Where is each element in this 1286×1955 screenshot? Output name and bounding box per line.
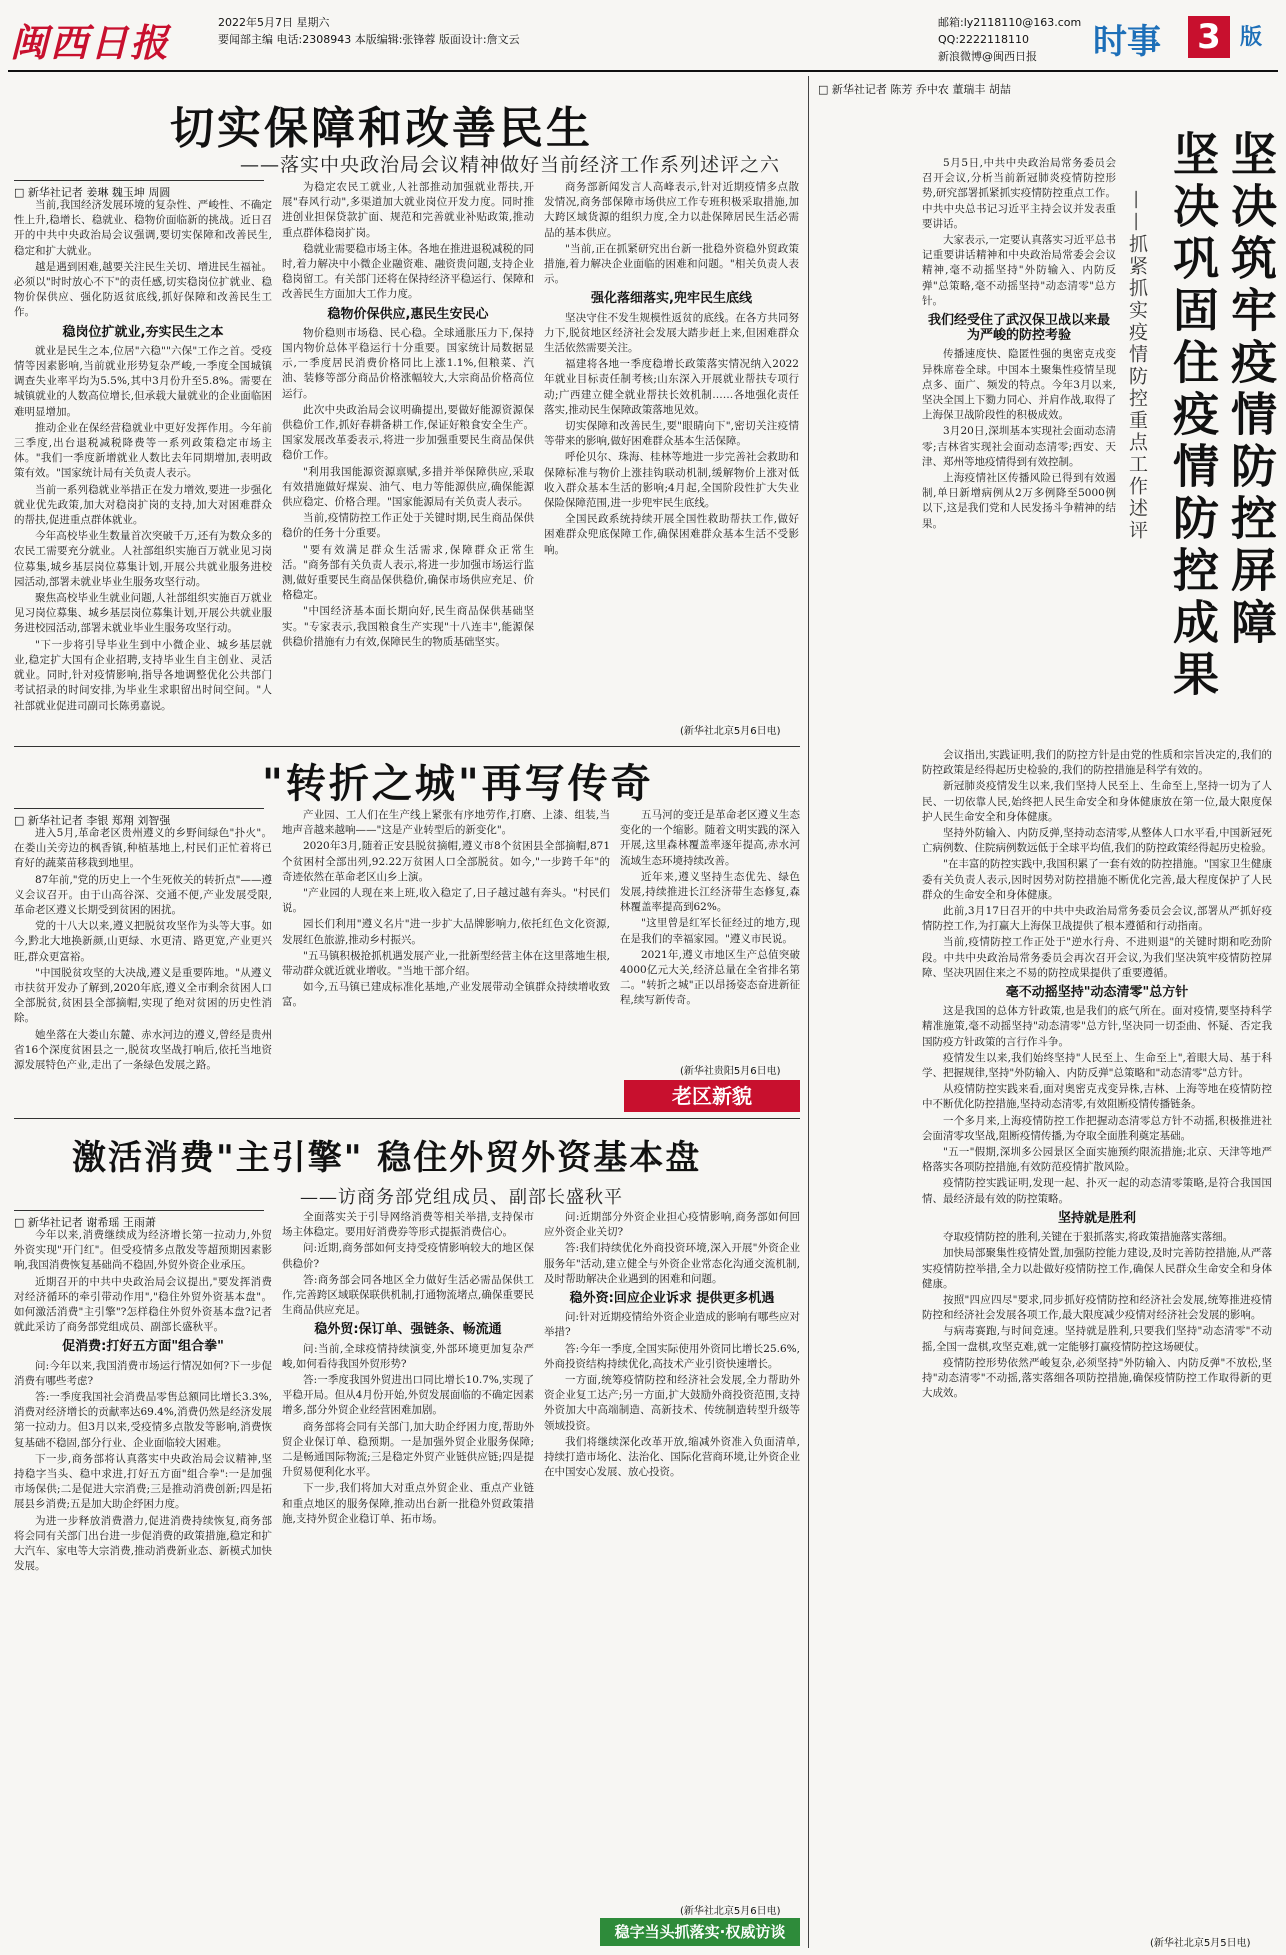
paragraph: 呼伦贝尔、珠海、桂林等地进一步完善社会救助和保障标准与物价上涨挂钩联动机制,缓解物价上涨对低收入群众基本生活的影响;4月起,全国阶段性扩大失业保险保障范围,进一步兜牢民生底线。 bbox=[544, 451, 799, 510]
paragraph: 此前,3月17日召开的中共中央政治局常务委员会会议,部署从严抓好疫情防控工作,为打赢大上海保卫战提供了根本遵循和行动指南。 bbox=[922, 905, 1272, 933]
contact-qq: QQ:2222118110 bbox=[938, 33, 1030, 46]
masthead bbox=[8, 8, 1278, 72]
page-unit: 版 bbox=[1240, 25, 1263, 50]
paragraph: 答:商务部会同各地区全力做好生活必需品保供工作,完善跨区域联保联供机制,打通物流堵点,确保重要民生商品供应充足。 bbox=[282, 1273, 534, 1317]
paragraph: 答:今年一季度,全国实际使用外资同比增长25.6%,外商投资结构持续优化,高技术产业引资快速增长。 bbox=[544, 1342, 800, 1370]
paragraph: 近年来,遵义坚持生态优先、绿色发展,持续推进长江经济带生态修复,森林覆盖率提高到62%。 bbox=[620, 870, 800, 914]
paragraph: 87年前,"党的历史上一个生死攸关的转折点"——遵义会议召开。由于山高谷深、交通不便,产业发展受限,革命老区遵义长期受到贫困的困扰。 bbox=[14, 873, 272, 917]
paragraph: 越是遇到困难,越要关注民生关切、增进民生福祉。必须以"时时放心不下"的责任感,切实稳岗位扩就业、稳物价保供应、强化防返贫底线,抓好保障和改善民生工作。 bbox=[14, 260, 272, 319]
divider bbox=[14, 1118, 800, 1119]
article4-title-line2: 坚决巩固住疫情防控成果 bbox=[1166, 130, 1220, 702]
paragraph: 为稳定农民工就业,人社部推动加强就业帮扶,开展"春风行动",多渠道加大就业岗位开发力度。同时推进创业担保贷款扩面、规范和完善就业补贴政策,推动重点群体稳岗扩岗。 bbox=[282, 181, 534, 239]
contact-weibo: 新浪微博@闽西日报 bbox=[938, 50, 1037, 63]
paragraph: 当前一系列稳就业举措正在发力增效,要进一步强化就业优先政策,加大对稳岗扩岗的支持,加大对困难群众的帮扶,促进重点群体就业。 bbox=[14, 483, 272, 527]
paragraph: 就业是民生之本,位居"六稳""六保"工作之首。受疫情等因素影响,当前就业形势复杂严峻,一季度全国城镇调查失业率平均为5.5%,其中3月份升至5.8%。需要在城镇就业的人数高位增长,但承载大量就业的企业面临困难明显增加。 bbox=[14, 344, 272, 418]
article1-byline: □ 新华社记者 姜琳 魏玉坤 周圆 bbox=[14, 180, 264, 200]
paragraph: 切实保障和改善民生,要"眼睛向下",密切关注疫情等带来的影响,做好困难群众基本生活保障。 bbox=[544, 420, 799, 448]
article1-subheading-2: 稳物价保供应,惠民生安民心 bbox=[327, 306, 489, 322]
paragraph: "当前,正在抓紧研究出台新一批稳外资稳外贸政策措施,着力解决企业面临的困难和问题。"相关负责人表示。 bbox=[544, 242, 799, 286]
article2-credit: (新华社贵阳5月6日电) bbox=[680, 1066, 781, 1077]
paragraph: 商务部将会同有关部门,加大助企纾困力度,帮助外贸企业保订单、稳预期。一是加强外贸企业服务保障;二是畅通国际物流;三是稳定外贸产业链供应链;四是提升贸易便利化水平。 bbox=[282, 1420, 534, 1479]
paragraph: "中国脱贫攻坚的大决战,遵义是重要阵地。"从遵义市扶贫开发办了解到,2020年底,遵义全市剩余贫困人口全部脱贫,贫困县全部摘帽,实现了绝对贫困的历史性消除。 bbox=[14, 966, 272, 1025]
article2-byline: □ 新华社记者 李银 郑翔 刘智强 bbox=[14, 808, 264, 828]
article3-column-3 bbox=[544, 1210, 800, 1900]
paragraph: 党的十八大以来,遵义把脱贫攻坚作为头等大事。如今,黔北大地换新颜,山更绿、水更清、路更宽,产业更兴旺,群众更富裕。 bbox=[14, 920, 272, 963]
paragraph: 坚决守住不发生规模性返贫的底线。在各方共同努力下,脱贫地区经济社会发展大踏步赶上来,但困难群众生活依然需要关注。 bbox=[544, 311, 799, 355]
paragraph: 此次中央政治局会议明确提出,要做好能源资源保供稳价工作,抓好春耕备耕工作,保证好粮食安全生产。国家发展改革委表示,将进一步加强重要民生商品保供稳价工作。 bbox=[282, 403, 534, 462]
paragraph: 疫情防控形势依然严峻复杂,必须坚持"外防输入、内防反弹"不放松,坚持"动态清零"不动摇,落实落细各项防控措施,确保疫情防控工作取得新的更大成效。 bbox=[922, 1356, 1272, 1400]
article1-title: 切实保障和改善民生 bbox=[170, 103, 593, 154]
paragraph: 传播速度快、隐匿性强的奥密克戎变异株席卷全球。中国本土聚集性疫情呈现点多、面广、频发的特点。今年3月以来,坚决全国上下勠力同心、并肩作战,取得了上海保卫战阶段性的积极成效。 bbox=[922, 348, 1116, 422]
article2-title: "转折之城"再写传奇 bbox=[262, 761, 654, 807]
article4-column-wide bbox=[922, 748, 1272, 1898]
article4-subheading-3: 坚持就是胜利 bbox=[1057, 1210, 1136, 1226]
article1-subheading-1: 稳岗位扩就业,夯实民生之本 bbox=[62, 324, 224, 340]
article2-column-3 bbox=[620, 808, 800, 1060]
paragraph: 与病毒赛跑,与时间竞速。坚持就是胜利,只要我们坚持"动态清零"不动摇,全国一盘棋,攻坚克难,就一定能够打赢疫情防控这场硬仗。 bbox=[922, 1325, 1272, 1353]
article4-subtitle: ——抓紧抓实疫情防控重点工作述评 bbox=[1126, 190, 1148, 542]
paragraph: 问:当前,全球疫情持续演变,外部环境更加复杂严峻,如何看待我国外贸形势? bbox=[282, 1342, 534, 1370]
paragraph: 问:近期部分外资企业担心疫情影响,商务部如何回应外资企业关切? bbox=[544, 1211, 800, 1239]
paragraph: 全国民政系统持续开展全国性救助帮扶工作,做好困难群众兜底保障工作,确保困难群众基本生活不受影响。 bbox=[544, 513, 799, 556]
article4-subheading-1: 我们经受住了武汉保卫战以来最为严峻的防控考验 bbox=[927, 313, 1110, 344]
paragraph: 近期召开的中共中央政治局会议提出,"要发挥消费对经济循环的牵引带动作用","稳住外贸外资基本盘"。如何激活消费"主引擎"?怎样稳住外贸外资基本盘?记者就此采访了商务部党组成员、副部长盛秋平。 bbox=[14, 1275, 272, 1334]
article3-subtitle: ——访商务部党组成员、副部长盛秋平 bbox=[300, 1187, 623, 1208]
paragraph: 5月5日,中共中央政治局常务委员会召开会议,分析当前新冠肺炎疫情防控形势,研究部署抓紧抓实疫情防控重点工作。中共中央总书记习近平主持会议并发表重要讲话。 bbox=[922, 157, 1116, 230]
paragraph: 我们将继续深化改革开放,缩减外资准入负面清单,持续打造市场化、法治化、国际化营商环境,让外资企业在中国安心发展、放心投资。 bbox=[544, 1435, 800, 1479]
paragraph: "利用我国能源资源禀赋,多措并举保障供应,采取有效措施做好煤炭、油气、电力等能源供应,确保能源供应稳定、价格合理。"国家能源局有关负责人表示。 bbox=[282, 465, 534, 509]
paragraph: 夺取疫情防控的胜利,关键在于狠抓落实,将政策措施落实落细。 bbox=[943, 1231, 1234, 1244]
paragraph: 当前,疫情防控工作正处于关键时期,民生商品保供稳价的任务十分重要。 bbox=[282, 512, 534, 540]
section-name: 时事 bbox=[1093, 22, 1161, 62]
paragraph: 推动企业在保经营稳就业中更好发挥作用。今年前三季度,出台退税减税降费等一系列政策稳定市场主体。"我们一季度新增就业人数比去年同期增加,表明政策有效。"国家统计局有关负责人表示。 bbox=[14, 421, 272, 480]
article3-subheading-2: 稳外贸:保订单、强链条、畅流通 bbox=[314, 1322, 502, 1338]
page-number-badge: 3 bbox=[1188, 16, 1230, 58]
paragraph: 园长们利用"遵义名片"进一步扩大品牌影响力,依托红色文化资源,发展红色旅游,推动乡村振兴。 bbox=[282, 918, 610, 946]
paragraph: "在丰富的防控实践中,我国积累了一套有效的防控措施。"国家卫生健康委有关负责人表示,因时因势对防控措施不断优化完善,最大程度保护了人民群众的生命安全和身体健康。 bbox=[922, 858, 1272, 901]
paragraph: 坚持外防输入、内防反弹,坚持动态清零,从整体人口水平看,中国新冠死亡病例数、住院病例数远低于全球平均值,我们的防控政策经得起历史检验。 bbox=[922, 827, 1272, 855]
paragraph: "五一"假期,深圳多公园景区全面实施预约限流措施;北京、天津等地严格落实各项防控措施,有效防范疫情扩散风险。 bbox=[922, 1146, 1272, 1174]
article3-subheading-1: 促消费:打好五方面"组合拳" bbox=[62, 1339, 224, 1355]
article1-column-1 bbox=[14, 198, 272, 740]
paragraph: 答:一季度我国外贸进出口同比增长10.7%,实现了平稳开局。但从4月份开始,外贸发展面临的不确定因素增多,部分外贸企业经营困难加剧。 bbox=[282, 1374, 534, 1417]
paragraph: 新冠肺炎疫情发生以来,我们坚持人民至上、生命至上,坚持一切为了人民、一切依靠人民,始终把人民生命安全和身体健康放在第一位,最大限度保护人民生命安全和身体健康。 bbox=[922, 780, 1272, 823]
paragraph: 产业园、工人们在生产线上紧张有序地劳作,打磨、上漆、组装,当地声音越来越响——"这是产业转型后的新变化"。 bbox=[282, 809, 610, 837]
paragraph: 下一步,我们将加大对重点外贸企业、重点产业链和重点地区的服务保障,推动出台新一批稳外贸政策措施,支持外贸企业稳订单、拓市场。 bbox=[282, 1482, 534, 1525]
paragraph: 一个多月来,上海疫情防控工作把握动态清零总方针不动摇,积极推进社会面清零攻坚战,阻断疫情传播,为夺取全面胜利奠定基础。 bbox=[922, 1114, 1272, 1142]
column-divider bbox=[808, 76, 809, 1948]
paragraph: 上海疫情社区传播风险已得到有效遏制,单日新增病例从2万多例降至5000例以下,这是我们党和人民发扬斗争精神的结果。 bbox=[922, 472, 1116, 530]
paragraph: 福建将各地一季度稳增长政策落实情况纳入2022年就业目标责任制考核;山东深入开展就业帮扶专项行动;广西建立健全就业帮扶长效机制……各地强化责任落实,推动民生保障政策落地见效。 bbox=[544, 358, 799, 416]
article3-column-2 bbox=[282, 1210, 534, 1940]
paragraph: 从疫情防控实践来看,面对奥密克戎变异株,吉林、上海等地在疫情防控中不断优化防控措施,坚持动态清零,有效阻断疫情传播链条。 bbox=[922, 1083, 1272, 1111]
article1-subheading-3: 强化落细落实,兜牢民生底线 bbox=[591, 291, 752, 307]
article4-column-1 bbox=[922, 156, 1116, 742]
masthead-info bbox=[218, 14, 520, 48]
paragraph: 问:近期,商务部如何支持受疫情影响较大的地区保供稳价? bbox=[282, 1242, 534, 1270]
paragraph: 加快局部聚集性疫情处置,加强防控能力建设,及时完善防控措施,从严落实疫情防控举措,全力以赴做好疫情防控工作,确保人民群众生命安全和身体健康。 bbox=[922, 1247, 1272, 1290]
laoqu-xinmao-banner: 老区新貌 bbox=[624, 1080, 800, 1112]
paragraph: 3月20日,深圳基本实现社会面动态清零;吉林省实现社会面动态清零;西安、天津、郑州等地疫情得到有效控制。 bbox=[922, 425, 1116, 468]
paragraph: 大家表示,一定要认真落实习近平总书记重要讲话精神和中央政治局常委会会议精神,毫不动摇坚持"外防输入、内防反弹"总策略,毫不动摇坚持"动态清零"总方针。 bbox=[922, 234, 1116, 307]
paragraph: 下一步,商务部将认真落实中央政治局会议精神,坚持稳字当头、稳中求进,打好五方面"组合拳":一是加强市场保供;二是促进大宗消费;三是推动消费创新;四是拓展县乡消费;五是加大助企纾困力度。 bbox=[14, 1452, 272, 1511]
paragraph: 如今,五马镇已建成标准化基地,产业发展带动全镇群众持续增收致富。 bbox=[282, 981, 610, 1009]
paragraph: 商务部新闻发言人高峰表示,针对近期疫情多点散发情况,商务部保障市场供应工作专班积极采取措施,加大跨区域货源的组织力度,全力以赴保障居民生活必需品的基本供应。 bbox=[544, 181, 799, 239]
paragraph: 稳就业需要稳市场主体。各地在推进退税减税的同时,着力解决中小微企业融资难、融资贵问题,支持企业稳岗留工。有关部门还将在保持经济平稳运行、保障和改善民生方面加大工作力度。 bbox=[282, 242, 534, 301]
paragraph: "要有效满足群众生活需求,保障群众正常生活。"商务部有关负责人表示,将进一步加强市场运行监测,做好重要民生商品保供稳价,确保市场供应充足、价格稳定。 bbox=[282, 543, 534, 602]
article3-title: 激活消费"主引擎" 稳住外贸外资基本盘 bbox=[72, 1138, 702, 1178]
article1-subtitle: ——落实中央政治局会议精神做好当前经济工作系列述评之六 bbox=[240, 154, 781, 176]
paragraph: "下一步将引导毕业生到中小微企业、城乡基层就业,稳定扩大国有企业招聘,支持毕业生自主创业、灵活就业。同时,针对疫情影响,指导各地调整优化公共部门考试招录的时间安排,为毕业生求职留出时间空间。"人社部就业促进司副司长陈勇嘉说。 bbox=[14, 638, 272, 712]
article1-column-3 bbox=[544, 180, 799, 720]
paragraph: 为进一步释放消费潜力,促进消费持续恢复,商务部将会同有关部门出台进一步促消费的政策措施,稳定和扩大汽车、家电等大宗消费,推动消费新业态、新模式加快发展。 bbox=[14, 1514, 272, 1573]
paragraph: 答:一季度我国社会消费品零售总额同比增长3.3%,消费对经济增长的贡献率达69.4%,消费仍然是经济发展第一拉动力。但3月以来,受疫情多点散发等影响,消费恢复基础不稳固,部分行业、企业面临较大困难。 bbox=[14, 1391, 272, 1449]
paragraph: 疫情发生以来,我们始终坚持"人民至上、生命至上",着眼大局、基于科学、把握规律,坚持"外防输入、内防反弹"总策略和"动态清零"总方针。 bbox=[922, 1051, 1272, 1080]
paragraph: 全面落实关于引导网络消费等相关举措,支持保市场主体稳定。要用好消费券等形式提振消费信心。 bbox=[282, 1211, 534, 1239]
paragraph: 疫情防控实践证明,发现一起、扑灭一起的动态清零策略,是符合我国国情、最经济最有效的防控策略。 bbox=[922, 1177, 1272, 1205]
article3-byline: □ 新华社记者 谢希瑶 王雨萧 bbox=[14, 1210, 264, 1230]
article2-column-2 bbox=[282, 808, 610, 1108]
article4-title-line1: 坚决筑牢疫情防控屏障 bbox=[1224, 130, 1278, 650]
paragraph: 进入5月,革命老区贵州遵义的乡野间绿色"扑火"。在娄山关旁边的枫香镇,种植基地上,村民们正忙着将已育好的蔬菜苗移栽到地里。 bbox=[14, 827, 272, 870]
article2-column-1 bbox=[14, 826, 272, 1108]
article4-subheading-2: 毫不动摇坚持"动态清零"总方针 bbox=[1005, 985, 1189, 1001]
editorial-line: 要闻部主编 电话:2308943 本版编辑:张锋蓉 版面设计:詹文云 bbox=[218, 33, 520, 46]
article1-credit: (新华社北京5月6日电) bbox=[680, 726, 781, 737]
article3-credit: (新华社北京5月6日电) bbox=[680, 1906, 781, 1917]
article4-credit: (新华社北京5月5日电) bbox=[1150, 1938, 1251, 1949]
wenzi-dangtou-banner: 稳字当头抓落实·权威访谈 bbox=[600, 1918, 800, 1946]
paragraph: 当前,我国经济发展环境的复杂性、严峻性、不确定性上升,稳增长、稳就业、稳物价面临新的挑战。近日召开的中共中央政治局会议强调,要切实保障和改善民生,稳定和扩大就业。 bbox=[14, 199, 272, 257]
paragraph: "这里曾是红军长征经过的地方,现在是我们的幸福家园。"遵义市民说。 bbox=[620, 917, 800, 945]
newspaper-logo: 闽西日报 bbox=[10, 20, 171, 65]
paragraph: 物价稳则市场稳、民心稳。全球通胀压力下,保持国内物价总体平稳运行十分重要。国家统计局数据显示,一季度居民消费价格同比上涨1.1%,但粮菜、汽油、装修等部分商品价格涨幅较大,大宗商品价格高位运行。 bbox=[282, 326, 534, 400]
paragraph: 她坐落在大娄山东麓、赤水河边的遵义,曾经是贵州省16个深度贫困县之一,脱贫攻坚战打响后,依托当地资源发展特色产业,走出了一条绿色发展之路。 bbox=[14, 1028, 272, 1072]
contact-email: 邮箱:ly2118110@163.com bbox=[938, 16, 1082, 29]
paragraph: 今年高校毕业生数量首次突破千万,还有为数众多的农民工需要充分就业。人社部组织实施百万就业见习岗位募集,城乡基层岗位募集计划,开展公共就业服务进校园活动,部署未就业毕业生服务攻坚行动。 bbox=[14, 530, 272, 588]
paragraph: 聚焦高校毕业生就业问题,人社部组织实施百万就业见习岗位募集、城乡基层岗位募集计划,开展公共就业服务进校园活动,部署未就业毕业生服务攻坚行动。 bbox=[14, 592, 272, 635]
paragraph: 2020年3月,随着正安县脱贫摘帽,遵义市8个贫困县全部摘帽,871个贫困村全部出列,92.22万贫困人口全部脱贫。如今,"一步跨千年"的奇迹依然在革命老区山乡上演。 bbox=[282, 840, 610, 883]
paragraph: "五马镇积极抢抓机遇发展产业,一批新型经营主体在这里落地生根,带动群众就近就业增收。"当地干部介绍。 bbox=[282, 949, 610, 978]
divider bbox=[14, 746, 800, 747]
paragraph: 今年以来,消费继续成为经济增长第一拉动力,外贸外资实现"开门红"。但受疫情多点散发等超预期因素影响,我国消费恢复基础尚不稳固,外贸外资企业承压。 bbox=[14, 1229, 272, 1272]
paragraph: 2021年,遵义市地区生产总值突破4000亿元大关,经济总量在全省排名第二。"转折之城"正以昂扬姿态奋进新征程,续写新传奇。 bbox=[620, 948, 800, 1007]
paragraph: 问:今年以来,我国消费市场运行情况如何?下一步促消费有哪些考虑? bbox=[14, 1359, 272, 1387]
issue-date: 2022年5月7日 星期六 bbox=[218, 16, 330, 29]
masthead-contact bbox=[938, 14, 1081, 65]
article1-column-2 bbox=[282, 180, 534, 740]
paragraph: "中国经济基本面长期向好,民生商品保供基础坚实。"专家表示,我国粮食生产实现"十八连丰",能源保供稳价措施有力有效,保障民生的物质基础坚实。 bbox=[282, 605, 534, 648]
paragraph: 会议指出,实践证明,我们的防控方针是由党的性质和宗旨决定的,我们的防控政策是经得起历史检验的,我们的防控措施是科学有效的。 bbox=[922, 749, 1272, 777]
article3-subheading-3: 稳外资:回应企业诉求 提供更多机遇 bbox=[569, 1291, 775, 1307]
paragraph: 问:针对近期疫情给外资企业造成的影响有哪些应对举措? bbox=[544, 1311, 800, 1339]
article4-byline: □ 新华社记者 陈芳 乔中农 董瑞丰 胡喆 bbox=[818, 83, 1011, 96]
paragraph: 按照"四应四尽"要求,同步抓好疫情防控和经济社会发展,统筹推进疫情防控和经济社会发展各项工作,最大限度减少疫情对经济社会发展的影响。 bbox=[922, 1293, 1272, 1322]
paragraph: 五马河的变迁是革命老区遵义生态变化的一个缩影。随着文明实践的深入开展,这里森林覆盖率逐年提高,赤水河流域生态环境持续改善。 bbox=[620, 809, 800, 867]
paragraph: 一方面,统筹疫情防控和经济社会发展,全力帮助外资企业复工达产;另一方面,扩大鼓励外商投资范围,支持外资加大中高端制造、高新技术、传统制造转型升级等领域投资。 bbox=[544, 1374, 800, 1432]
paragraph: 答:我们持续优化外商投资环境,深入开展"外资企业服务年"活动,建立健全与外资企业常态化沟通交流机制,及时帮助解决企业遇到的困难和问题。 bbox=[544, 1242, 800, 1285]
paragraph: 当前,疫情防控工作正处于"逆水行舟、不进则退"的关键时期和吃劲阶段。中共中央政治局常务委员会再次召开会议,为我们坚决筑牢疫情防控屏障、坚决巩固住来之不易的防控成果提供了重要遵循。 bbox=[922, 936, 1272, 979]
article3-column-1 bbox=[14, 1228, 272, 1940]
paragraph: "产业园的人现在来上班,收入稳定了,日子越过越有奔头。"村民们说。 bbox=[282, 887, 610, 915]
paragraph: 这是我国的总体方针政策,也是我们的底气所在。面对疫情,要坚持科学精准施策,毫不动摇坚持"动态清零"总方针,坚决同一切歪曲、怀疑、否定我国防疫方针政策的言行作斗争。 bbox=[922, 1005, 1272, 1048]
